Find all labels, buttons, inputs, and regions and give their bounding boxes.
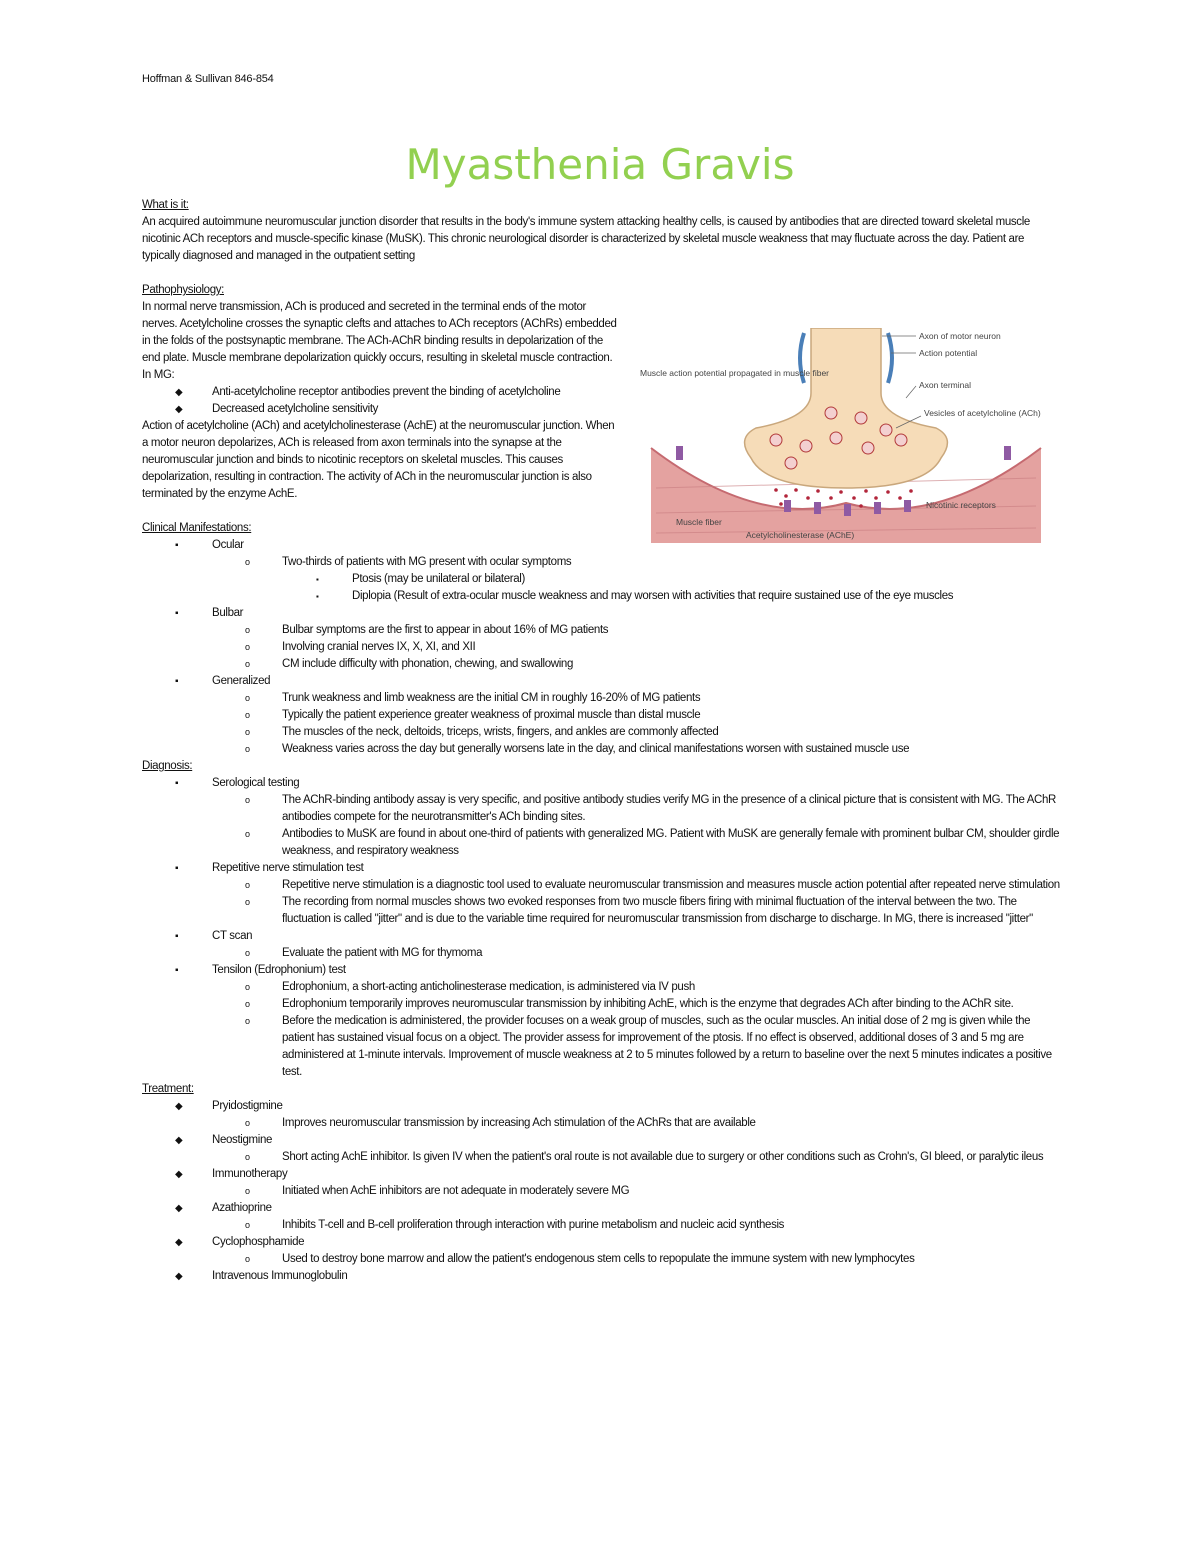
- list-item: o Before the medication is administered, the provider focuses on a weak group of muscles, such as the ocular muscles. An initial dose of 2 mg is given while the patient has sustained visual focus on a object. The provider assess for improvement of the ptosis. If no effect is observed, additional doses of 3 and 5 mg are administered at 1-minute intervals. Improvement of muscle weakness at 2 to 5 minutes followed by a return to baseline over the next 5 minutes indicates a positive test.: [245, 1015, 1052, 1078]
- list-item: ◆ Anti-acetylcholine receptor antibodies prevent the binding of acetylcholine: [175, 386, 561, 398]
- list-item: ◆ Pryidostigmine o Improves neuromuscular transmission by increasing Ach stimulation of the AChRs that are available: [142, 1098, 1062, 1132]
- label-muscle-action: Muscle action potential propagated in muscle fiber: [640, 368, 829, 378]
- list-item: o Short acting AchE inhibitor. Is given IV when the patient's oral route is not available due to surgery or other conditions such as Crohn's, GI bleed, or paralytic ileus: [245, 1151, 1044, 1163]
- label-axon-terminal: Axon terminal: [919, 380, 971, 390]
- source-reference: Hoffman & Sullivan 846-854: [142, 73, 274, 85]
- patho-block: [142, 299, 620, 503]
- section-heading-clinical: Clinical Manifestations:: [142, 522, 252, 534]
- patho-bullet-list: [142, 384, 620, 418]
- list-item: o Edrophonium temporarily improves neuromuscular transmission by inhibiting AchE, which is the enzyme that degrades ACh after binding to the AChR site.: [245, 998, 1014, 1010]
- list-item: ◆ Azathioprine o Inhibits T-cell and B-cell proliferation through interaction with purine metabolism and nucleic acid synthesis: [142, 1200, 1062, 1234]
- clinical-list: [142, 537, 1062, 758]
- list-item: o Typically the patient experience greater weakness of proximal muscle than distal muscle: [245, 709, 701, 721]
- list-item: ▪ Repetitive nerve stimulation test o Repetitive nerve stimulation is a diagnostic tool used to evaluate neuromuscular transmission and measures muscle action potential after repeated nerve stimulation o The recording from normal muscles shows two evoked responses from two muscle fibers firing with minimal fluctuation of the interval between the two. The fluctuation is called "jitter" and is due to the variable time required for neuromuscular transmission from discharge to discharge. In MG, there is increased "jitter": [142, 860, 1062, 928]
- list-item: o CM include difficulty with phonation, chewing, and swallowing: [245, 658, 574, 670]
- label-vesicles: Vesicles of acetylcholine (ACh): [924, 408, 1041, 418]
- list-item: o The recording from normal muscles shows two evoked responses from two muscle fibers firing with minimal fluctuation of the interval between the two. The fluctuation is called "jitter" and is due to the variable time required for neuromuscular transmission from discharge to discharge. In MG, there is increased "jitter": [245, 896, 1033, 925]
- list-item: ▪ Ocular o Two-thirds of patients with MG present with ocular symptoms ▪ Ptosis (may be unilateral or bilateral) ▪ Diplopia (Result of extra-ocular muscle weakness and may worsen with activities that require sustained use of the eye muscles: [142, 537, 1062, 605]
- list-item: ▪ Ptosis (may be unilateral or bilateral): [316, 573, 525, 585]
- list-item: o Repetitive nerve stimulation is a diagnostic tool used to evaluate neuromuscular transmission and measures muscle action potential after repeated nerve stimulation: [245, 879, 1060, 891]
- list-item: ▪ Generalized o Trunk weakness and limb weakness are the initial CM in roughly 16-20% of MG patients o Typically the patient experience greater weakness of proximal muscle than distal muscle o The muscles of the neck, deltoids, triceps, wrists, fingers, and ankles are commonly affected o Weakness varies across the day but generally worsens late in the day, and clinical manifestations worsen with sustained muscle use: [142, 673, 1062, 758]
- list-item: ◆ Cyclophosphamide o Used to destroy bone marrow and allow the patient's endogenous stem cells to repopulate the immune system with new lymphocytes: [142, 1234, 1062, 1268]
- list-item: ▪ CT scan o Evaluate the patient with MG for thymoma: [142, 928, 1062, 962]
- list-item: ◆ Decreased acetylcholine sensitivity: [175, 403, 379, 415]
- list-item: ◆ Immunotherapy o Initiated when AchE inhibitors are not adequate in moderately severe MG: [142, 1166, 1062, 1200]
- section-heading-diagnosis: Diagnosis:: [142, 760, 193, 772]
- list-item: ▪ Bulbar o Bulbar symptoms are the first to appear in about 16% of MG patients o Involving cranial nerves IX, X, XI, and XII o CM include difficulty with phonation, chewing, and swallowing: [142, 605, 1062, 673]
- label-action-potential: Action potential: [919, 348, 978, 358]
- list-item: o The AChR-binding antibody assay is very specific, and positive antibody studies verify MG in the presence of a clinical picture that is consistent with MG. The AChR antibodies compete for the neurotransmitter's ACh binding sites.: [245, 794, 1056, 823]
- treatment-list: [142, 1098, 1062, 1285]
- document-title: Myasthenia Gravis: [405, 140, 795, 189]
- list-item: o Edrophonium, a short-acting anticholinesterase medication, is administered via IV push: [245, 981, 695, 993]
- label-receptors: Nicotinic receptors: [926, 500, 996, 510]
- list-item: o Used to destroy bone marrow and allow the patient's endogenous stem cells to repopulate the immune system with new lymphocytes: [245, 1253, 915, 1265]
- what-paragraph: An acquired autoimmune neuromuscular junction disorder that results in the body's immune system attacking healthy cells, is caused by antibodies that are directed toward skeletal muscle nicotinic ACh receptors and muscle-specific kinase (MuSK). This chronic neurological disorder is characterized by skeletal muscle weakness that may fluctuate across the day. Patient are typically diagnosed and managed in the outpatient setting: [142, 216, 1030, 262]
- list-item: o Evaluate the patient with MG for thymoma: [245, 947, 483, 959]
- list-item: ◆ Intravenous Immunoglobulin: [175, 1270, 348, 1282]
- list-item: o Antibodies to MuSK are found in about one-third of patients with generalized MG. Patient with MuSK are generally female with prominent bulbar CM, shoulder girdle weakness, and respiratory weakness: [245, 828, 1060, 857]
- list-item: o Involving cranial nerves IX, X, XI, and XII: [245, 641, 476, 653]
- label-ache: Acetylcholinesterase (AChE): [746, 530, 855, 540]
- list-item: ▪ Tensilon (Edrophonium) test o Edrophonium, a short-acting anticholinesterase medication, is administered via IV push o Edrophonium temporarily improves neuromuscular transmission by inhibiting AchE, which is the enzyme that degrades ACh after binding to the AChR site. o Before the medication is administered, the provider focuses on a weak group of muscles, such as the ocular muscles. An initial dose of 2 mg is given while the patient has sustained visual focus on a object. The provider assess for improvement of the ptosis. If no effect is observed, additional doses of 3 and 5 mg are administered at 1-minute intervals. Improvement of muscle weakness at 2 to 5 minutes followed by a return to baseline over the next 5 minutes indicates a positive test.: [142, 962, 1062, 1081]
- section-heading-treatment: Treatment:: [142, 1083, 194, 1095]
- label-muscle-fiber: Muscle fiber: [676, 517, 722, 527]
- list-item: ▪ Diplopia (Result of extra-ocular muscle weakness and may worsen with activities that require sustained use of the eye muscles: [316, 590, 954, 602]
- patho-intro: In normal nerve transmission, ACh is produced and secreted in the terminal ends of the motor nerves. Acetylcholine crosses the synaptic clefts and attaches to ACh receptors (AChRs) embedded in the folds of the postsynaptic membrane. The ACh-AChR binding results in depolarization of the end plate. Muscle membrane depolarization quickly occurs, resulting in skeletal muscle contraction. In MG:: [142, 301, 617, 381]
- list-item: o Weakness varies across the day but generally worsens late in the day, and clinical manifestations worsen with sustained muscle use: [245, 743, 910, 755]
- list-item: ◆ Neostigmine o Short acting AchE inhibitor. Is given IV when the patient's oral route is not available due to surgery or other conditions such as Crohn's, GI bleed, or paralytic ileus: [142, 1132, 1062, 1166]
- list-item: o Bulbar symptoms are the first to appear in about 16% of MG patients: [245, 624, 609, 636]
- diagnosis-list: [142, 775, 1062, 1081]
- section-heading-patho: Pathophysiology:: [142, 284, 224, 296]
- list-item: o Two-thirds of patients with MG present with ocular symptoms ▪ Ptosis (may be unilateral or bilateral) ▪ Diplopia (Result of extra-ocular muscle weakness and may worsen with activities that require sustained use of the eye muscles: [212, 554, 572, 605]
- patho-outro: Action of acetylcholine (ACh) and acetylcholinesterase (AchE) at the neuromuscular junction. When a motor neuron depolarizes, ACh is released from axon terminals into the synapse at the neuromuscular junction and binds to nicotinic receptors on skeletal muscles. This causes depolarization, resulting in contraction. The activity of ACh in the neuromuscular junction is also terminated by the enzyme AchE.: [142, 420, 615, 500]
- list-item: o Improves neuromuscular transmission by increasing Ach stimulation of the AChRs that are available: [245, 1117, 756, 1129]
- list-item: o The muscles of the neck, deltoids, triceps, wrists, fingers, and ankles are commonly affected: [245, 726, 719, 738]
- list-item: o Inhibits T-cell and B-cell proliferation through interaction with purine metabolism and nucleic acid synthesis: [245, 1219, 785, 1231]
- list-item: ▪ Serological testing o The AChR-binding antibody assay is very specific, and positive antibody studies verify MG in the presence of a clinical picture that is consistent with MG. The AChR antibodies compete for the neurotransmitter's ACh binding sites. o Antibodies to MuSK are found in about one-third of patients with generalized MG. Patient with MuSK are generally female with prominent bulbar CM, shoulder girdle weakness, and respiratory weakness: [142, 775, 1062, 860]
- section-heading-what: What is it:: [142, 199, 189, 211]
- list-item: o Initiated when AchE inhibitors are not adequate in moderately severe MG: [245, 1185, 630, 1197]
- label-axon-motor: Axon of motor neuron: [919, 331, 1001, 341]
- list-item: o Trunk weakness and limb weakness are the initial CM in roughly 16-20% of MG patients: [245, 692, 701, 704]
- document-body: [142, 197, 1062, 1285]
